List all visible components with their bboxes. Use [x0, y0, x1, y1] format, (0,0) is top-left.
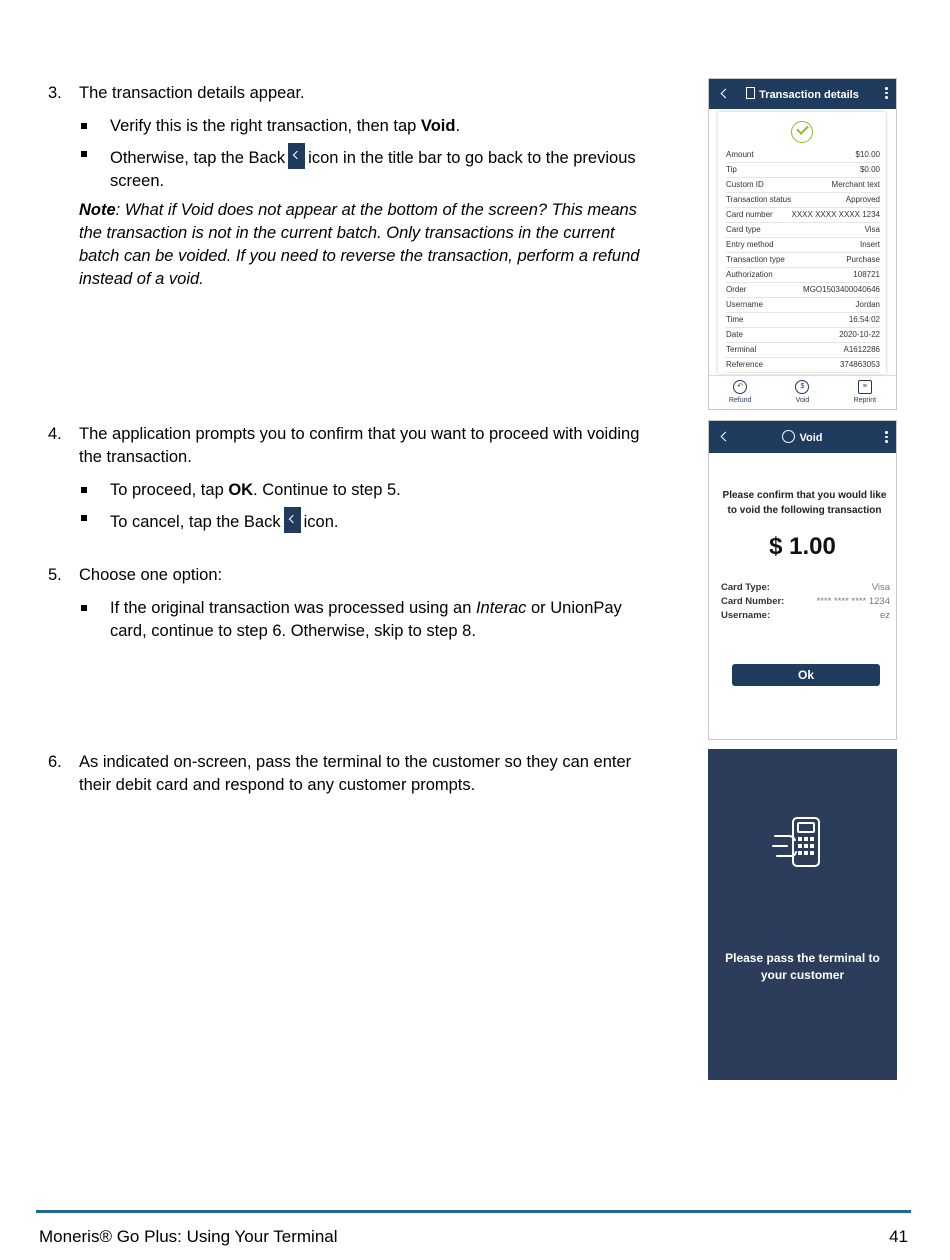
detail-key: Tip [726, 165, 737, 174]
refund-button[interactable] [715, 376, 765, 410]
detail-value: Approved [845, 195, 880, 204]
detail-row [726, 283, 880, 298]
bullet-text: If the original transaction was processed using an [110, 599, 476, 617]
detail-row [726, 343, 880, 358]
receipt-icon [746, 87, 755, 99]
more-menu-icon[interactable] [885, 87, 888, 101]
detail-key: Date [726, 330, 743, 339]
step-5-bullet-1 [110, 597, 655, 643]
details-list [726, 148, 880, 373]
detail-key: Time [726, 315, 744, 324]
detail-key: Card number [726, 210, 773, 219]
void-button[interactable] [777, 376, 827, 410]
check-circle-icon [791, 121, 813, 143]
footer-title: Moneris® Go Plus: Using Your Terminal [39, 1227, 338, 1246]
detail-key: Card type [726, 225, 761, 234]
step-4-bullet-2 [110, 507, 670, 534]
transaction-details-screenshot [708, 78, 897, 410]
void-icon [782, 430, 795, 443]
reprint-label: Reprint [853, 397, 877, 404]
detail-value: Visa [864, 225, 880, 234]
detail-value: MGO1503400040646 [803, 285, 880, 294]
bullet-marker [81, 123, 87, 129]
detail-key: Transaction type [726, 255, 785, 264]
void-confirm-screenshot [708, 420, 897, 740]
details-card [718, 112, 886, 374]
detail-row [726, 253, 880, 268]
step-5-number: 5. [48, 566, 62, 584]
void-emphasis: Void [420, 117, 456, 135]
detail-value: $10.00 [855, 150, 880, 159]
void-icon: $ [795, 380, 809, 394]
detail-value: 108721 [853, 270, 880, 279]
detail-row [726, 208, 880, 223]
step-3-note [79, 199, 659, 291]
note-label: Note [79, 201, 116, 219]
bullet-text: icon. [303, 513, 339, 531]
title-bar [709, 79, 896, 109]
detail-row [726, 193, 880, 208]
summary-key: Card Number: [721, 596, 785, 607]
detail-key: Order [726, 285, 747, 294]
bullet-marker [81, 151, 87, 157]
detail-row [726, 328, 880, 343]
step-3-bullet-2 [110, 143, 670, 193]
step-3-text: The transaction details appear. [79, 84, 305, 102]
note-text: : What if Void does not appear at the bottom of the screen? This means the transaction is not in the current batch. Only transactions in the current batch can be voided. If you need to reverse the transaction, perform a refund instead of a void. [79, 201, 640, 288]
summary-key: Card Type: [721, 582, 770, 593]
detail-key: Transaction status [726, 195, 792, 204]
detail-key: Terminal [726, 345, 757, 354]
detail-key: Authorization [726, 270, 773, 279]
bullet-marker [81, 515, 87, 521]
detail-row [726, 313, 880, 328]
page-number: 41 [889, 1227, 908, 1246]
detail-value: Merchant text [831, 180, 880, 189]
pass-terminal-screenshot [708, 749, 897, 1080]
detail-row [726, 223, 880, 238]
title-bar [709, 421, 896, 453]
void-summary-row [721, 581, 890, 595]
refund-label: Refund [728, 397, 752, 404]
summary-key: Username: [721, 610, 771, 621]
detail-value: $0.00 [859, 165, 880, 174]
detail-key: Username [726, 300, 763, 309]
pass-terminal-message: Please pass the terminal to your customer [725, 951, 880, 982]
detail-value: 374863053 [839, 360, 880, 369]
screen-title-text: Transaction details [759, 89, 859, 101]
detail-value: 2020-10-22 [839, 330, 880, 339]
bullet-text: Verify this is the right transaction, then tap [110, 117, 421, 135]
action-bar [709, 375, 896, 410]
bullet-text: To cancel, tap the Back [110, 513, 281, 531]
summary-value: Visa [871, 582, 890, 593]
detail-value: Jordan [855, 300, 880, 309]
detail-value: Insert [859, 240, 880, 249]
detail-key: Custom ID [726, 180, 764, 189]
refund-icon: ↶ [733, 380, 747, 394]
detail-row [726, 358, 880, 373]
void-amount: $ 1.00 [769, 533, 836, 560]
detail-value: Purchase [846, 255, 880, 264]
bullet-text: icon in the title bar to go back to the previous screen. [110, 149, 636, 190]
detail-row [726, 163, 880, 178]
screen-title [709, 430, 896, 444]
bullet-marker [81, 605, 87, 611]
void-summary-row [721, 595, 890, 609]
step-4-number: 4. [48, 425, 62, 443]
more-menu-icon[interactable] [885, 431, 888, 445]
screen-title-text: Void [799, 432, 823, 444]
bullet-marker [81, 487, 87, 493]
step-6-number: 6. [48, 753, 62, 771]
detail-key: Reference [726, 360, 763, 369]
detail-row [726, 178, 880, 193]
detail-value: A1612286 [843, 345, 880, 354]
bullet-text: or UnionPay card, continue to step 6. Otherwise, skip to step 8. [110, 599, 622, 640]
footer-rule [36, 1210, 911, 1213]
detail-row [726, 238, 880, 253]
detail-key: Amount [726, 150, 754, 159]
detail-row [726, 298, 880, 313]
detail-value: XXXX XXXX XXXX 1234 [791, 210, 880, 219]
step-3-bullet-1 [110, 115, 670, 138]
step-6-text: As indicated on-screen, pass the terminal to the customer so they can enter their debit card and respond to any customer prompts. [79, 753, 632, 794]
detail-key: Entry method [726, 240, 774, 249]
screen-title [709, 87, 896, 101]
ok-emphasis: OK [228, 481, 254, 499]
detail-row [726, 268, 880, 283]
bullet-text: Otherwise, tap the Back [110, 149, 286, 167]
detail-value: 16:54:02 [848, 315, 880, 324]
void-label: Void [795, 397, 810, 404]
hand-terminal-icon [771, 814, 831, 872]
back-icon [284, 507, 301, 533]
step-5-text: Choose one option: [79, 566, 223, 584]
summary-value: ez [879, 610, 890, 621]
reprint-icon: ≡ [858, 380, 872, 394]
bullet-text: . [455, 117, 461, 135]
back-icon [288, 143, 305, 169]
bullet-text: . Continue to step 5. [253, 481, 401, 499]
detail-row [726, 148, 880, 163]
step-3-number: 3. [48, 84, 62, 102]
step-4-text: The application prompts you to confirm that you want to proceed with voiding the transaction. [79, 425, 640, 466]
void-summary-row [721, 609, 890, 623]
summary-value: **** **** **** 1234 [816, 596, 890, 607]
interac-emphasis: Interac [475, 599, 527, 617]
reprint-button[interactable] [840, 376, 890, 410]
bullet-text: To proceed, tap [110, 481, 229, 499]
confirm-message: Please confirm that you would like to void the following transaction [722, 490, 887, 516]
void-summary [721, 581, 890, 623]
step-4-bullet-1 [110, 479, 670, 502]
ok-button[interactable]: Ok [732, 664, 880, 686]
